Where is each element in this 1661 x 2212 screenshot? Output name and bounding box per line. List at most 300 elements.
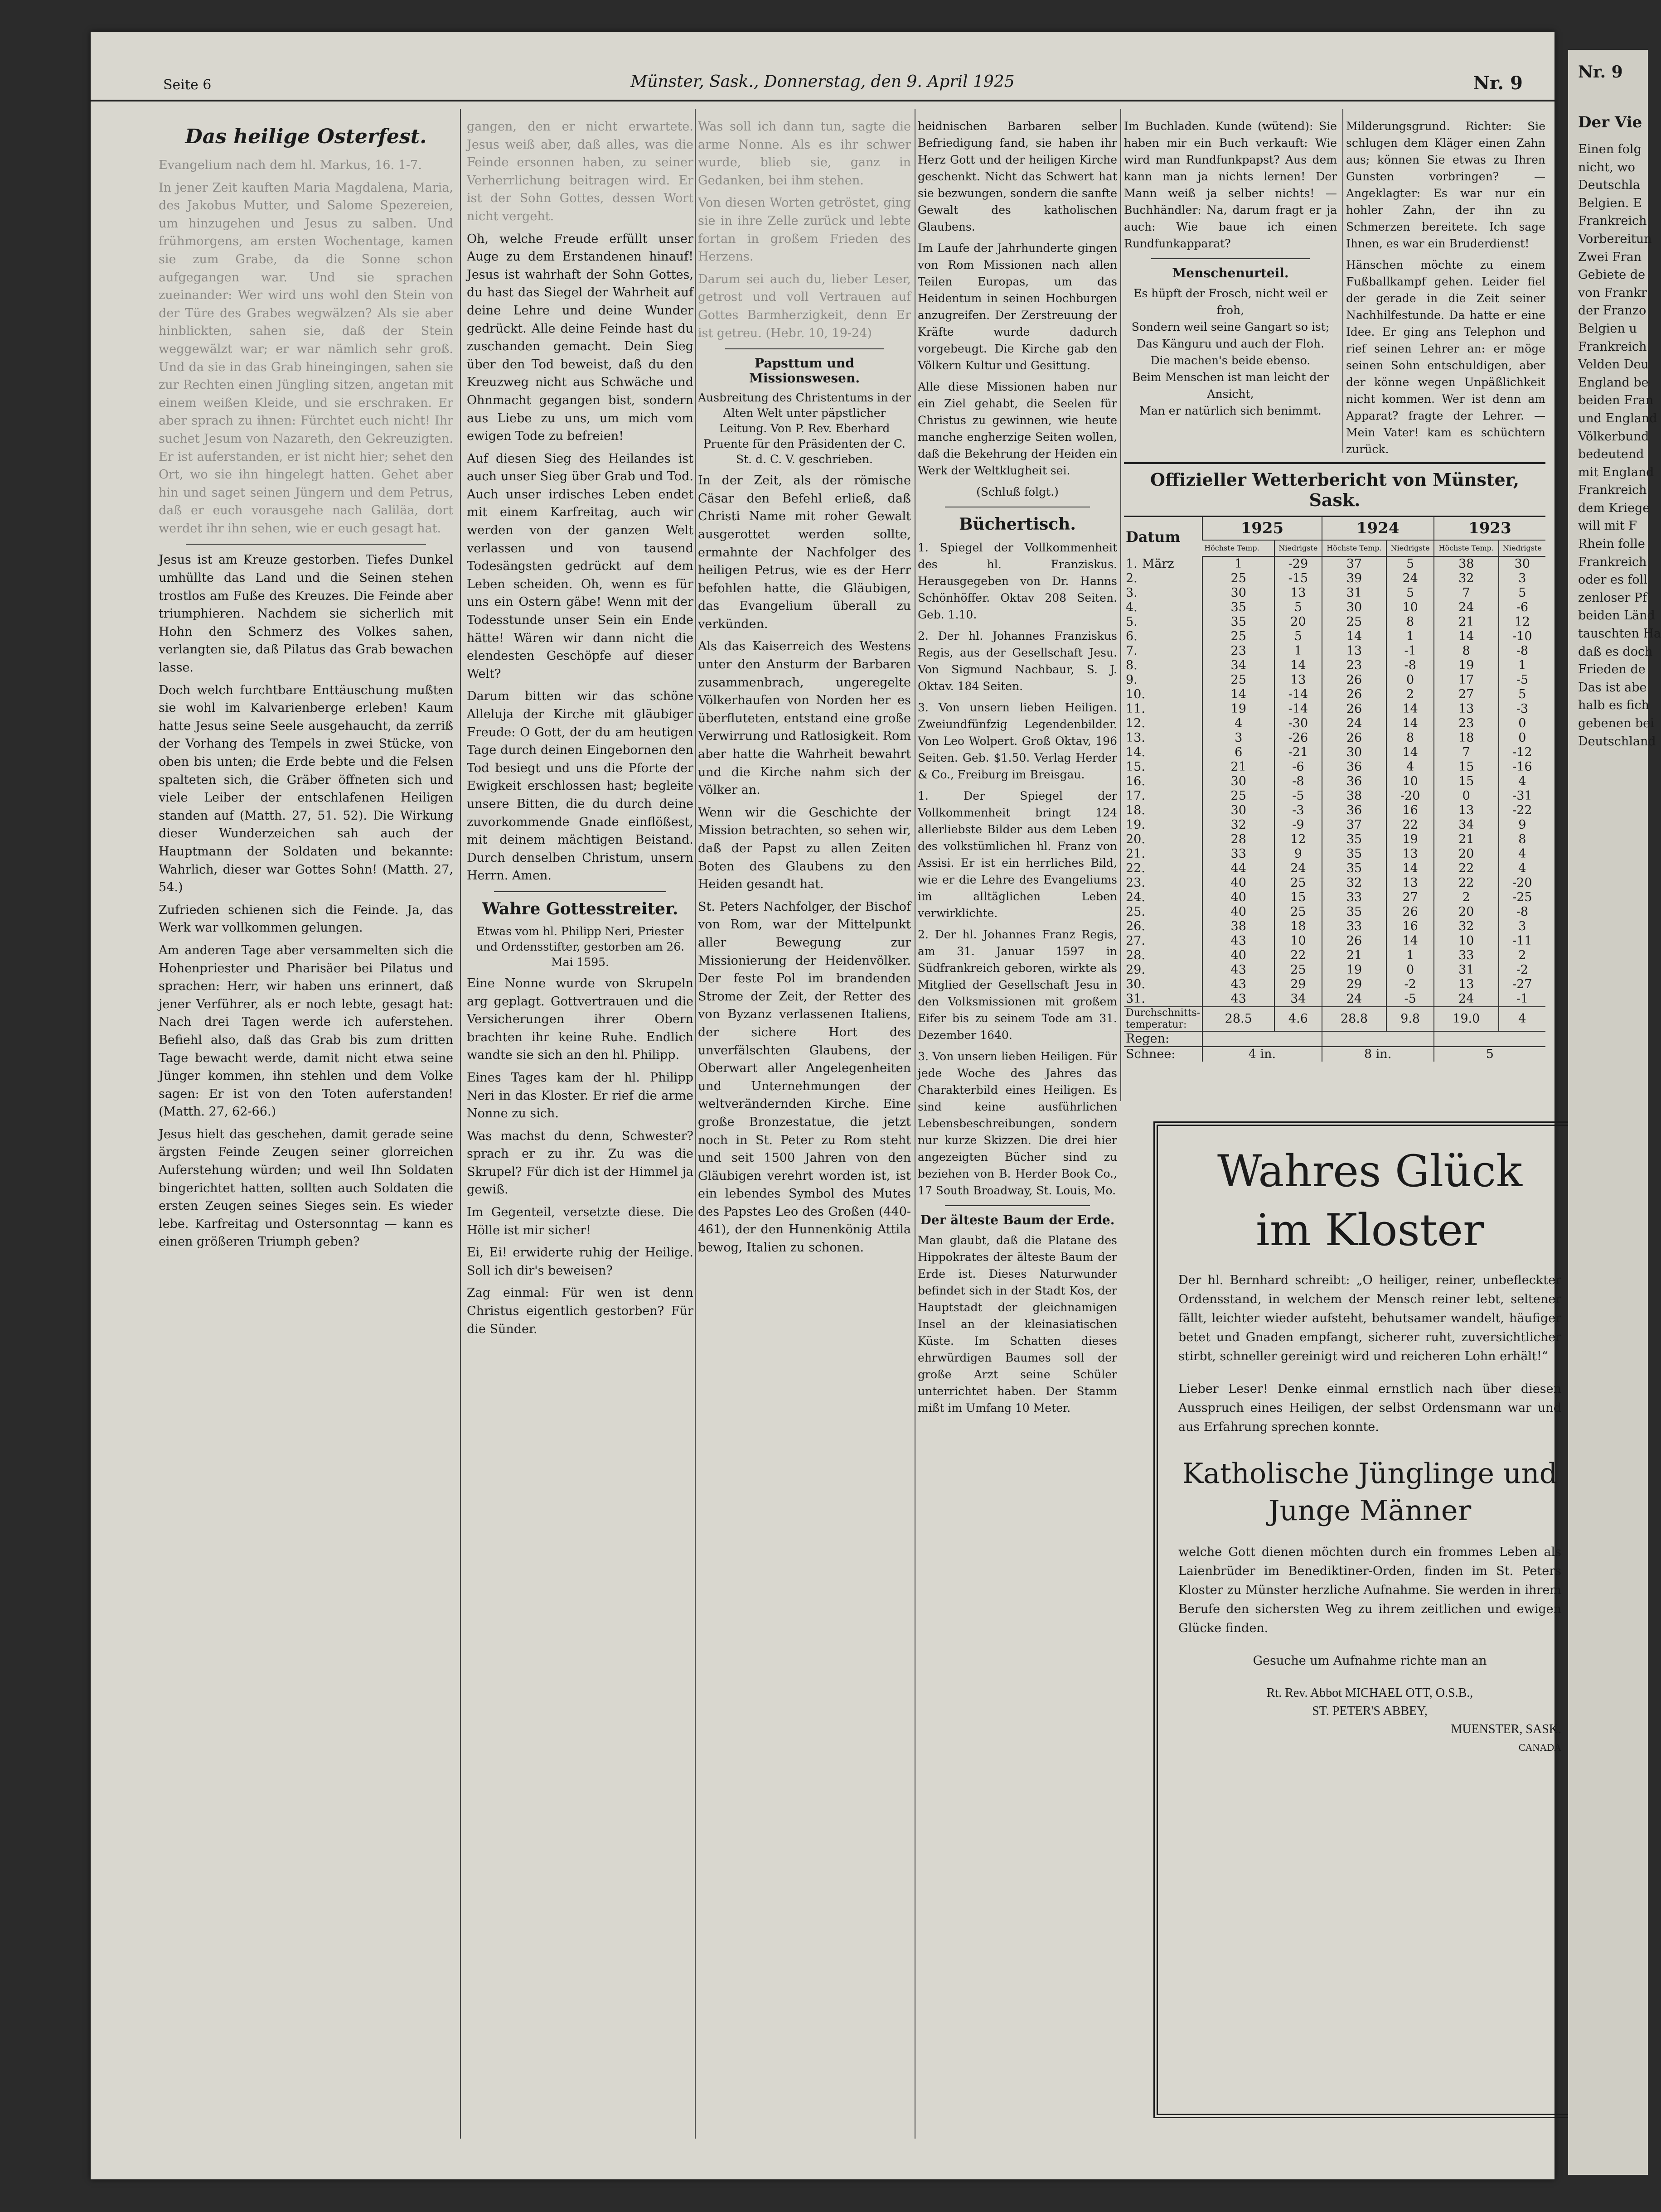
weather-value: 25 — [1202, 789, 1274, 803]
weather-day: 6. — [1126, 629, 1138, 643]
weather-value: 27 — [1434, 687, 1499, 702]
weather-value: 5 — [1499, 586, 1545, 600]
weather-value: -8 — [1274, 774, 1322, 789]
weather-value: -26 — [1274, 731, 1322, 745]
weather-value: 32 — [1434, 571, 1499, 586]
weather-value: 30 — [1202, 586, 1274, 600]
article-title-baum: Der älteste Baum der Erde. — [920, 1212, 1115, 1227]
weather-value: 37 — [1322, 818, 1387, 832]
weather-row — [1124, 556, 1545, 571]
column-rule — [460, 109, 461, 2139]
ad-address-line: ST. PETER'S ABBEY, — [1312, 1704, 1428, 1718]
weather-row — [1124, 905, 1545, 919]
issue-number: Nr. 9 — [1473, 72, 1523, 94]
weather-row — [1124, 745, 1545, 760]
weather-day: 11. — [1126, 702, 1145, 716]
weather-value: 10 — [1274, 934, 1322, 948]
weather-value: 29 — [1322, 977, 1387, 992]
weather-value: 44 — [1202, 861, 1274, 876]
article-paragraph: Was soll ich dann tun, sagte die arme Nonne. Als es ihr schwer wurde, blieb sie, ganz in Gedanken, bei ihm stehen. — [698, 120, 911, 188]
weather-day: 31. — [1126, 992, 1145, 1006]
adjacent-text-line: dem Kriege — [1578, 501, 1650, 515]
weather-value: 40 — [1202, 876, 1274, 890]
adjacent-text-line: halb es fich — [1578, 698, 1649, 713]
weather-value: -25 — [1499, 890, 1545, 905]
weather-value: 25 — [1274, 963, 1322, 977]
weather-value: 0 — [1386, 673, 1433, 687]
weather-value: 21 — [1434, 832, 1499, 847]
adjacent-text-line: Belgien u — [1578, 321, 1637, 336]
weather-value: 25 — [1274, 876, 1322, 890]
weather-row — [1124, 789, 1545, 803]
weather-value: -3 — [1274, 803, 1322, 818]
weather-value: 31 — [1434, 963, 1499, 977]
adjacent-text-line: Gebiete de — [1578, 268, 1646, 282]
adjacent-text-line: Einen folg — [1578, 142, 1642, 156]
weather-value: 31 — [1322, 586, 1387, 600]
article-title-easter: Das heilige Osterfest. — [185, 125, 427, 148]
weather-value: 19 — [1322, 963, 1387, 977]
page-header — [91, 63, 1554, 101]
divider — [1151, 258, 1310, 259]
weather-day — [1124, 556, 1202, 571]
weather-value: 10 — [1434, 934, 1499, 948]
weather-value: 43 — [1202, 977, 1274, 992]
book-review: 2. Der hl. Johannes Franz Regis, am 31. Januar 1597 in Südfrankreich geboren, wirkte als Mitglied der Gesellschaft Jesu in den Volksmissionen mit großem Eifer bis zu seinem Tode am 31. Dezember 1640. — [918, 928, 1117, 1042]
weather-value: 21 — [1434, 615, 1499, 629]
weather-value: 26 — [1322, 687, 1387, 702]
weather-sub-header: Höchste Temp. — [1202, 540, 1274, 556]
weather-day: 22. — [1126, 861, 1145, 875]
article-paragraph: Eines Tages kam der hl. Philipp Neri in das Kloster. Er rief die arme Nonne zu sich. — [467, 1070, 693, 1121]
ad-headline-2: im Kloster — [1255, 1205, 1484, 1256]
weather-value: 13 — [1274, 586, 1322, 600]
weather-value: 36 — [1322, 774, 1387, 789]
weather-value: -10 — [1499, 629, 1545, 644]
weather-value: 33 — [1434, 948, 1499, 963]
weather-value: 0 — [1434, 789, 1499, 803]
avg-cell: 9.8 — [1386, 1007, 1433, 1031]
weather-value: 8 — [1386, 731, 1433, 745]
weather-value: 14 — [1434, 629, 1499, 644]
weather-value: 7 — [1434, 586, 1499, 600]
weather-value: 9 — [1499, 818, 1545, 832]
weather-value: 4 — [1202, 716, 1274, 731]
article-paragraph: heidnischen Barbaren selber Befriedigung fand, sie haben ihr Herz Gott und der heiligen Kirche geschenkt. Nicht das Schwert hat sie bezwungen, sondern die sanfte Gewalt des katholischen Glaubens. — [918, 120, 1117, 233]
article-paragraph: Zufrieden schienen sich die Feinde. Ja, das Werk war vollkommen gelungen. — [159, 903, 453, 935]
weather-day: 21. — [1126, 847, 1145, 861]
weather-value: 15 — [1274, 890, 1322, 905]
article-subtitle: Ausbreitung des Christentums in der Alten Welt unter päpstlicher Leitung. Von P. Rev. Eberhard Pruente für den Präsidenten der C. St. d. C. V. geschrieben. — [698, 391, 911, 466]
weather-value: 21 — [1322, 948, 1387, 963]
adjacent-text-line: Zwei Fran — [1578, 250, 1642, 264]
avg-cell: 28.8 — [1322, 1007, 1387, 1031]
poem-line: Es hüpft der Frosch, nicht weil er froh, — [1133, 287, 1327, 317]
weather-value: 0 — [1499, 731, 1545, 745]
weather-value: 26 — [1386, 905, 1433, 919]
weather-day: 13. — [1126, 731, 1145, 745]
avg-cell: 19.0 — [1434, 1007, 1499, 1031]
adjacent-text-line: gebenen bei — [1578, 716, 1654, 730]
article-paragraph: Man glaubt, daß die Platane des Hippokrates der älteste Baum der Erde ist. Dieses Naturwunder befindet sich in der Stadt Kos, der Hauptstadt der gleichnamigen Insel an der kleinasiatischen Küste. Im Schatten dieses ehrwürdigen Baumes soll der große Arzt seine Schüler unterrichtet haben. Der Stamm mißt im Umfang 10 Meter. — [918, 1234, 1117, 1415]
weather-value: 24 — [1322, 992, 1387, 1007]
weather-value: 37 — [1322, 556, 1387, 571]
weather-value: 35 — [1322, 832, 1387, 847]
weather-value: 38 — [1322, 789, 1387, 803]
weather-value: 25 — [1322, 615, 1387, 629]
weather-value: 8 — [1499, 832, 1545, 847]
adjacent-text-line: bedeutend — [1578, 447, 1644, 462]
weather-value: 4 — [1499, 847, 1545, 861]
weather-value: 36 — [1322, 803, 1387, 818]
weather-row — [1124, 586, 1545, 600]
weather-value: -1 — [1499, 992, 1545, 1007]
article-paragraph: Darum bitten wir das schöne Alleluja der Kirche mit gläubiger Freude: O Gott, der du am heutigen Tage durch deinen Eingebornen den Tod besiegt und uns die Pforte der Ewigkeit erschlossen hast; begleite unsere Bitten, die du durch deine zuvorkommende Gnade einflößest, mit deinem mächtigen Beistand. Durch denselben Christum, unsern Herrn. Amen. — [467, 689, 693, 883]
weather-day: 2. — [1126, 571, 1138, 585]
weather-value: 14 — [1386, 934, 1433, 948]
ad-headline-1: Wahres Glück — [1217, 1146, 1523, 1197]
article-paragraph: Darum sei auch du, lieber Leser, getrost und voll Vertrauen auf Gottes Barmherzigkeit, denn Er ist getreu. (Hebr. 10, 19-24) — [698, 272, 911, 340]
weather-value: 33 — [1322, 890, 1387, 905]
column-5-anecdotes — [1124, 118, 1337, 419]
weather-value: -14 — [1274, 702, 1322, 716]
weather-value: 23 — [1434, 716, 1499, 731]
article-paragraph: St. Peters Nachfolger, der Bischof von Rom, war der Mittelpunkt aller Bewegung zur Missionierung der Heidenvölker. Der feste Pol im brandenden Strome der Zeit, der Retter des von Byzanz verlassenen Italiens, der sichere Hort des unverfälschten Glaubens, der Oberwart aller Angelegenheiten und Unternehmungen der weltverändernden Kirche. Eine große Bronzestatue, die jetzt noch in St. Peter zu Rom steht und seit 1500 Jahren von den Gläubigen verehrt worden ist, ist ein lebendes Symbol des Mutes des Papstes Leo des Großen (440-461), der den Hunnenkönig Attila bewog, Italien zu schonen. — [698, 899, 911, 1255]
weather-value: -12 — [1499, 745, 1545, 760]
weather-day: 25. — [1126, 905, 1145, 919]
weather-row — [1124, 948, 1545, 963]
weather-row — [1124, 861, 1545, 876]
weather-value: 34 — [1274, 992, 1322, 1007]
weather-value: 15 — [1434, 774, 1499, 789]
weather-value: -15 — [1274, 571, 1322, 586]
article-title-buechertisch: Büchertisch. — [959, 515, 1076, 534]
weather-value: 14 — [1322, 629, 1387, 644]
weather-sub-header: Niedrigste — [1386, 540, 1433, 556]
adjacent-text-line: will mit F — [1578, 519, 1637, 533]
weather-sub-header: Niedrigste — [1499, 540, 1545, 556]
weather-value: -21 — [1274, 745, 1322, 760]
weather-row — [1124, 716, 1545, 731]
weather-value: 9 — [1274, 847, 1322, 861]
weather-value: 3 — [1499, 571, 1545, 586]
adjacent-text-line: nicht, wo — [1578, 160, 1635, 174]
adjacent-text-line: Deutschland — [1578, 734, 1656, 749]
weather-value: -29 — [1274, 556, 1322, 571]
weather-value: 33 — [1322, 919, 1387, 934]
ad-address-line: MUENSTER, SASK. — [1451, 1722, 1561, 1736]
weather-value: 13 — [1434, 702, 1499, 716]
weather-value: -8 — [1386, 658, 1433, 673]
weather-day: 27. — [1126, 934, 1145, 948]
avg-label: Durchschnitts-temperatur: — [1124, 1007, 1202, 1031]
weather-value: 36 — [1322, 760, 1387, 774]
weather-value: 30 — [1322, 745, 1387, 760]
weather-value: 6 — [1202, 745, 1274, 760]
weather-value: 4 — [1499, 861, 1545, 876]
weather-row — [1124, 615, 1545, 629]
weather-value: -16 — [1499, 760, 1545, 774]
weather-day: 14. — [1126, 745, 1145, 759]
weather-value: 8 — [1434, 644, 1499, 658]
column-rule — [695, 109, 696, 2139]
weather-value: 10 — [1386, 774, 1433, 789]
weather-sub-header: Höchste Temp. — [1434, 540, 1499, 556]
article-paragraph: Jesus hielt das geschehen, damit gerade seine ärgsten Feinde Zeugen seiner glorreichen Auferstehung würden; und weil Ihn Soldaten bingerichtet hatten, sollten auch Soldaten die ersten Zeugen seines Sieges sein. Es wieder lebe. Karfreitag und Ostersonntag — kann es einen größeren Triumph geben? — [159, 1127, 453, 1249]
weather-value: 43 — [1202, 934, 1274, 948]
weather-value: 19 — [1386, 832, 1433, 847]
weather-value: 2 — [1386, 687, 1433, 702]
book-review: 1. Der Spiegel der Vollkommenheit bringt 124 allerliebste Bilder aus dem Leben des volkstümlichen hl. Franz von Assisi. Er ist ein herrliches Bild, wie er die Lehre des Evangeliums im alltäglichen Leben verwirklichte. — [918, 789, 1117, 920]
weather-value: -14 — [1274, 687, 1322, 702]
weather-day: 19. — [1126, 818, 1145, 832]
weather-value: 34 — [1434, 818, 1499, 832]
weather-value: 15 — [1434, 760, 1499, 774]
weather-value: 38 — [1434, 556, 1499, 571]
article-paragraph: Doch welch furchtbare Enttäuschung mußten sie wohl im Kalvarienberge erleben! Kaum hatte Jesus seine Seele ausgehaucht, da zerriß der Vorhang des Tempels in zwei Stücke, von oben bis unten; die Erde bebte und die Felsen spalteten sich, die Gräber öffneten sich und viele Leiber der entschlafenen Heiligen standen auf (Matth. 27, 51. 52). Die Wirkung dieser Wunderzeichen sah auch der Hauptmann der Soldaten und bekannte: Wahrlich, dieser war Gottes Sohn! (Matth. 27, 54.) — [159, 683, 453, 895]
weather-value: 22 — [1274, 948, 1322, 963]
adjacent-text-line: Deutschla — [1578, 178, 1640, 193]
poem-line: Beim Menschen ist man leicht der Ansicht, — [1132, 371, 1329, 401]
weather-value: 22 — [1386, 818, 1433, 832]
adjacent-text-line: und England — [1578, 411, 1657, 425]
weather-row — [1124, 992, 1545, 1007]
weather-value: 27 — [1386, 890, 1433, 905]
adjacent-text-line: Belgien. E — [1578, 196, 1642, 210]
weather-row — [1124, 702, 1545, 716]
weather-value: -31 — [1499, 789, 1545, 803]
ad-address — [1178, 1684, 1561, 1757]
weather-value: 40 — [1202, 948, 1274, 963]
adjacent-text-line: daß es doch — [1578, 644, 1653, 659]
weather-day: 9. — [1126, 673, 1138, 687]
continued-note: (Schluß folgt.) — [976, 485, 1059, 498]
weather-value: -20 — [1386, 789, 1433, 803]
anecdote-milderungsgrund: Milderungsgrund. Richter: Sie schlugen dem Kläger einen Zahn aus; können Sie etwas zu Ihren Gunsten vorbringen? — Angeklagter: Es war nur ein hohler Zahn, der ihn zu Schmerzen bereitete. Ich sage Ihnen, es war ein Bruderdienst! — [1346, 120, 1545, 250]
weather-value: 35 — [1322, 847, 1387, 861]
weather-value: 26 — [1322, 673, 1387, 687]
weather-value: 18 — [1434, 731, 1499, 745]
ad-headline-3: Katholische Jünglinge und Junge Männer — [1182, 1457, 1558, 1527]
weather-day: 23. — [1126, 876, 1145, 890]
weather-value: -2 — [1386, 977, 1433, 992]
masthead-dateline: Münster, Sask., Donnerstag, den 9. April 1925 — [630, 72, 1015, 91]
weather-row — [1124, 876, 1545, 890]
weather-value: 32 — [1322, 876, 1387, 890]
book-entry: 3. Von unsern lieben Heiligen. Zweiundfünfzig Legendenbilder. Von Leo Wolpert. Groß Oktav, 196 Seiten. Geb. $1.50. Verlag Herder & Co., Freiburg im Breisgau. — [918, 701, 1117, 781]
weather-value: 32 — [1434, 919, 1499, 934]
adjacent-text-line: mit England — [1578, 465, 1654, 479]
weather-value: 39 — [1322, 571, 1387, 586]
weather-row — [1124, 847, 1545, 861]
weather-value: 19 — [1202, 702, 1274, 716]
weather-value: 23 — [1322, 658, 1387, 673]
article-paragraph: Als das Kaiserreich des Westens unter den Ansturm der Barbaren zusammenbrach, ungeregelte Völkerhaufen von Norden her es überfluteten, entstand eine große Verwirrung und Ratlosigkeit. Rom aber hatte die Wahrheit bewahrt und die Kirche nahm sich der Völker an. — [698, 639, 911, 797]
article-paragraph: Im Gegenteil, versetzte diese. Die Hölle ist mir sicher! — [467, 1205, 693, 1237]
column-easter — [159, 118, 453, 1256]
weather-value: 25 — [1202, 571, 1274, 586]
weather-value: 2 — [1434, 890, 1499, 905]
weather-value: 1 — [1202, 556, 1274, 571]
book-entry: 1. Spiegel der Vollkommenheit des hl. Franziskus. Herausgegeben von Dr. Hanns Schönhöffer. Oktav 208 Seiten. Geb. 1.10. — [918, 541, 1117, 621]
weather-value: 25 — [1202, 673, 1274, 687]
adjacent-text-line: Völkerbund — [1578, 429, 1649, 444]
weather-row — [1124, 832, 1545, 847]
weather-value: 17 — [1434, 673, 1499, 687]
weather-day: 17. — [1126, 789, 1145, 803]
weather-title: Offizieller Wetterbericht von Münster, Sask. — [1124, 462, 1545, 517]
weather-value: 35 — [1202, 615, 1274, 629]
adjacent-text-line: von Frankr — [1578, 285, 1647, 300]
weather-value: 35 — [1322, 861, 1387, 876]
weather-datum-header: Datum — [1126, 528, 1181, 546]
weather-row — [1124, 774, 1545, 789]
weather-day: 26. — [1126, 919, 1145, 933]
weather-value: 10 — [1386, 600, 1433, 615]
ad-paragraph: Lieber Leser! Denke einmal ernstlich nach über diesen Ausspruch eines Heiligen, der selbst Ordensmann war und aus Erfahrung sprechen konnte. — [1178, 1382, 1561, 1434]
weather-value: 19 — [1434, 658, 1499, 673]
weather-value: -5 — [1274, 789, 1322, 803]
gospel-reference: Evangelium nach dem hl. Markus, 16. 1-7. — [159, 158, 422, 172]
poem-line: Man er natürlich sich benimmt. — [1139, 404, 1322, 417]
weather-day: 10. — [1126, 687, 1145, 701]
weather-value: 14 — [1386, 716, 1433, 731]
weather-day: 3. — [1126, 586, 1138, 600]
weather-value: 30 — [1499, 556, 1545, 571]
weather-day: 5. — [1126, 615, 1138, 629]
article-paragraph: Oh, welche Freude erfüllt unser Auge zu dem Erstandenen hinauf! Jesus ist wahrhaft der Sohn Gottes, du hast das Siegel der Wahrheit auf deine Lehre und deine Wunder gedrückt. Alle deine Feinde hast du zuschanden gemacht. Dein Sieg über den Tod beweist, daß du den Kreuzweg nicht aus Schwäche und Ohnmacht gegangen bist, sondern aus Liebe zu uns, um mich vom ewigen Tode zu befreien! — [467, 232, 693, 444]
anecdote-buchladen: Im Buchladen. Kunde (wütend): Sie haben mir ein Buch verkauft: Wie wird man Rundfunkpapst? Aus dem kann man ja nichts lernen! Der Mann weiß ja selber nichts! — Buchhändler: Na, darum fragt er ja auch: Wie baue ich einen Rundfunkapparat? — [1124, 120, 1337, 250]
weather-value: 5 — [1386, 586, 1433, 600]
weather-day-num: 1. — [1126, 556, 1138, 571]
adjacent-text-line: England be — [1578, 375, 1649, 390]
weather-value: 32 — [1202, 818, 1274, 832]
weather-year-header: 1923 — [1434, 517, 1545, 540]
weather-row — [1124, 629, 1545, 644]
adjacent-text-line: Rhein folle — [1578, 537, 1645, 551]
weather-value: 16 — [1386, 919, 1433, 934]
weather-value: 1 — [1499, 658, 1545, 673]
weather-row — [1124, 760, 1545, 774]
adjacent-text-line: Frankreich — [1578, 339, 1647, 354]
weather-value: 1 — [1386, 629, 1433, 644]
weather-value: 38 — [1202, 919, 1274, 934]
weather-row — [1124, 818, 1545, 832]
weather-value: 13 — [1386, 876, 1433, 890]
adjacent-text-line: Velden Deu — [1578, 357, 1649, 372]
weather-value: 14 — [1202, 687, 1274, 702]
adjacent-page-edge — [1568, 50, 1661, 2175]
weather-value: 4 — [1499, 774, 1545, 789]
weather-year-header: 1925 — [1202, 517, 1322, 540]
rain-cell — [1434, 1031, 1545, 1047]
adjacent-text-line: tauschten Ha — [1578, 627, 1661, 641]
weather-year-header: 1924 — [1322, 517, 1434, 540]
weather-value: 43 — [1202, 992, 1274, 1007]
weather-value: -8 — [1499, 644, 1545, 658]
weather-value: 5 — [1499, 687, 1545, 702]
weather-row — [1124, 731, 1545, 745]
adjacent-article-title: Der Vie — [1578, 113, 1642, 131]
weather-row — [1124, 571, 1545, 586]
weather-value: 29 — [1274, 977, 1322, 992]
article-paragraph: Am anderen Tage aber versammelten sich die Hohenpriester und Pharisäer bei Pilatus und sprachen: Herr, wir haben uns erinnert, daß jener Verführer, als er noch lebte, gesagt hat: Nach drei Tagen werde ich auferstehen. Befiehl also, daß das Grab bis zum dritten Tage bewacht werde, damit nicht etwa seine Jünger kommen, ihn stehlen und dem Volke sagen: Er ist von den Toten auferstanden! (Matth. 27, 62-66.) — [159, 943, 453, 1119]
weather-value: 5 — [1274, 629, 1322, 644]
adjacent-text — [1568, 140, 1661, 750]
adjacent-text-line: Vorbereitun — [1578, 232, 1652, 246]
weather-value: 14 — [1386, 745, 1433, 760]
weather-row — [1124, 673, 1545, 687]
weather-value: 20 — [1434, 905, 1499, 919]
anecdote-haenschen: Hänschen möchte zu einem Fußballkampf gehen. Leider fiel der gerade in die Zeit seiner Nachhilfestunde. Da hatte er eine Idee. Er ging ans Telephon und rief seinen Lehrer an: er möge seinen Sohn entschuldigen, aber der könne wegen Unpäßlichkeit nicht kommen. Wer ist denn am Apparat? fragte der Lehrer. — Mein Vater! kam es schüchtern zurück. — [1346, 258, 1545, 456]
weather-value: 13 — [1434, 803, 1499, 818]
weather-day: 7. — [1126, 644, 1138, 658]
weather-value: -6 — [1274, 760, 1322, 774]
weather-value: 0 — [1386, 963, 1433, 977]
ad-contact-intro: Gesuche um Aufnahme richte man an — [1253, 1654, 1487, 1668]
weather-value: 26 — [1322, 702, 1387, 716]
weather-value: 24 — [1434, 992, 1499, 1007]
weather-value: 20 — [1434, 847, 1499, 861]
weather-value: 3 — [1499, 919, 1545, 934]
adjacent-issue-number: Nr. 9 — [1578, 63, 1623, 82]
weather-row — [1124, 687, 1545, 702]
weather-value: 14 — [1386, 861, 1433, 876]
weather-value: 43 — [1202, 963, 1274, 977]
article-paragraph: Ei, Ei! erwiderte ruhig der Heilige. Soll ich dir's beweisen? — [467, 1246, 693, 1278]
weather-value: -30 — [1274, 716, 1322, 731]
poem-line: Die machen's beide ebenso. — [1150, 354, 1311, 367]
weather-value: 18 — [1274, 919, 1322, 934]
gospel-text: In jener Zeit kauften Maria Magdalena, Maria, des Jakobus Mutter, und Salome Spezereien, um hinzugehen und Jesus zu salben. Und frühmorgens, am ersten Wochentage, kamen sie zum Grabe, da die Sonne schon aufgegangen war. Und sie sprachen zueinander: Wer wird uns wohl den Stein von der Türe des Grabes wegwälzen? Als sie aber hinblickten, sahen sie, daß der Stein weggewälzt war; er war nämlich sehr groß. Und da sie in das Grab hineingingen, sahen sie zur Rechten einen Jüngling sitzen, angetan mit einem weißen Kleide, und sie erschraken. Er aber sprach zu ihnen: Fürchtet euch nicht! Ihr suchet Jesum von Nazareth, den Gekreuzigten. Er ist auferstanden, er ist nicht hier; sehet den Ort, wo sie ihn hingelegt hatten. Gehet aber hin und saget seinen Jüngern und dem Petrus, daß er euch vorausgehe nach Galiläa, dort werdet ihr ihn sehen, wie er euch gesagt hat. — [159, 180, 453, 536]
page-label: Seite 6 — [163, 77, 212, 93]
article-paragraph: Was machst du denn, Schwester? sprach er zu ihr. Zu was die Skrupel? Für dich ist der Himmel ja gewiß. — [467, 1129, 693, 1197]
weather-row — [1124, 977, 1545, 992]
weather-value: 3 — [1202, 731, 1274, 745]
adjacent-text-line: beiden Länd — [1578, 609, 1655, 623]
snow-cell: 5 — [1434, 1047, 1545, 1062]
weather-rows — [1124, 556, 1545, 1007]
rain-label: Regen: — [1124, 1031, 1202, 1047]
avg-cell: 4.6 — [1274, 1007, 1322, 1031]
weather-value: 20 — [1274, 615, 1322, 629]
weather-day: 28. — [1126, 948, 1145, 962]
article-paragraph: Im Laufe der Jahrhunderte gingen von Rom Missionen nach allen Teilen Europas, um das Heidentum in seinen Hochburgen anzugreifen. Der Zerstreuung der Kräfte wurde dadurch vorgebeugt. Die Kirche gab den Völkern Kultur und Gesittung. — [918, 241, 1117, 372]
adjacent-text-line: beiden Fran — [1578, 393, 1654, 408]
avg-cell: 4 — [1499, 1007, 1545, 1031]
weather-value: 40 — [1202, 905, 1274, 919]
adjacent-text-line: der Franzo — [1578, 304, 1646, 318]
weather-value: -1 — [1386, 644, 1433, 658]
weather-value: -20 — [1499, 876, 1545, 890]
column-3 — [698, 118, 911, 1261]
weather-month: März — [1142, 556, 1174, 571]
weather-day: 8. — [1126, 658, 1138, 672]
weather-table — [1124, 517, 1545, 1062]
weather-value: -9 — [1274, 818, 1322, 832]
weather-value: 33 — [1202, 847, 1274, 861]
ad-address-line: Rt. Rev. Abbot MICHAEL OTT, O.S.B., — [1266, 1686, 1473, 1700]
adjacent-text-line: oder es foll — [1578, 573, 1647, 587]
weather-value: 25 — [1202, 629, 1274, 644]
weather-value: 4 — [1386, 760, 1433, 774]
divider — [186, 544, 426, 545]
article-paragraph: Wenn wir die Geschichte der Mission betrachten, so sehen wir, daß der Papst zu allen Zeiten Boten des Glaubens zu den Heiden gesandt hat. — [698, 805, 911, 892]
book-review: 3. Von unsern lieben Heiligen. Für jede Woche des Jahres das Charakterbild eines Heiligen. Es sind keine ausführlichen Lebensbeschreibungen, sondern nur kurze Skizzen. Die drei hier angezeigten Bücher sind zu beziehen von B. Herder Book Co., 17 South Broadway, St. Louis, Mo. — [918, 1050, 1117, 1197]
weather-value: 35 — [1202, 600, 1274, 615]
column-rule — [1120, 109, 1121, 1101]
weather-value: -2 — [1499, 963, 1545, 977]
